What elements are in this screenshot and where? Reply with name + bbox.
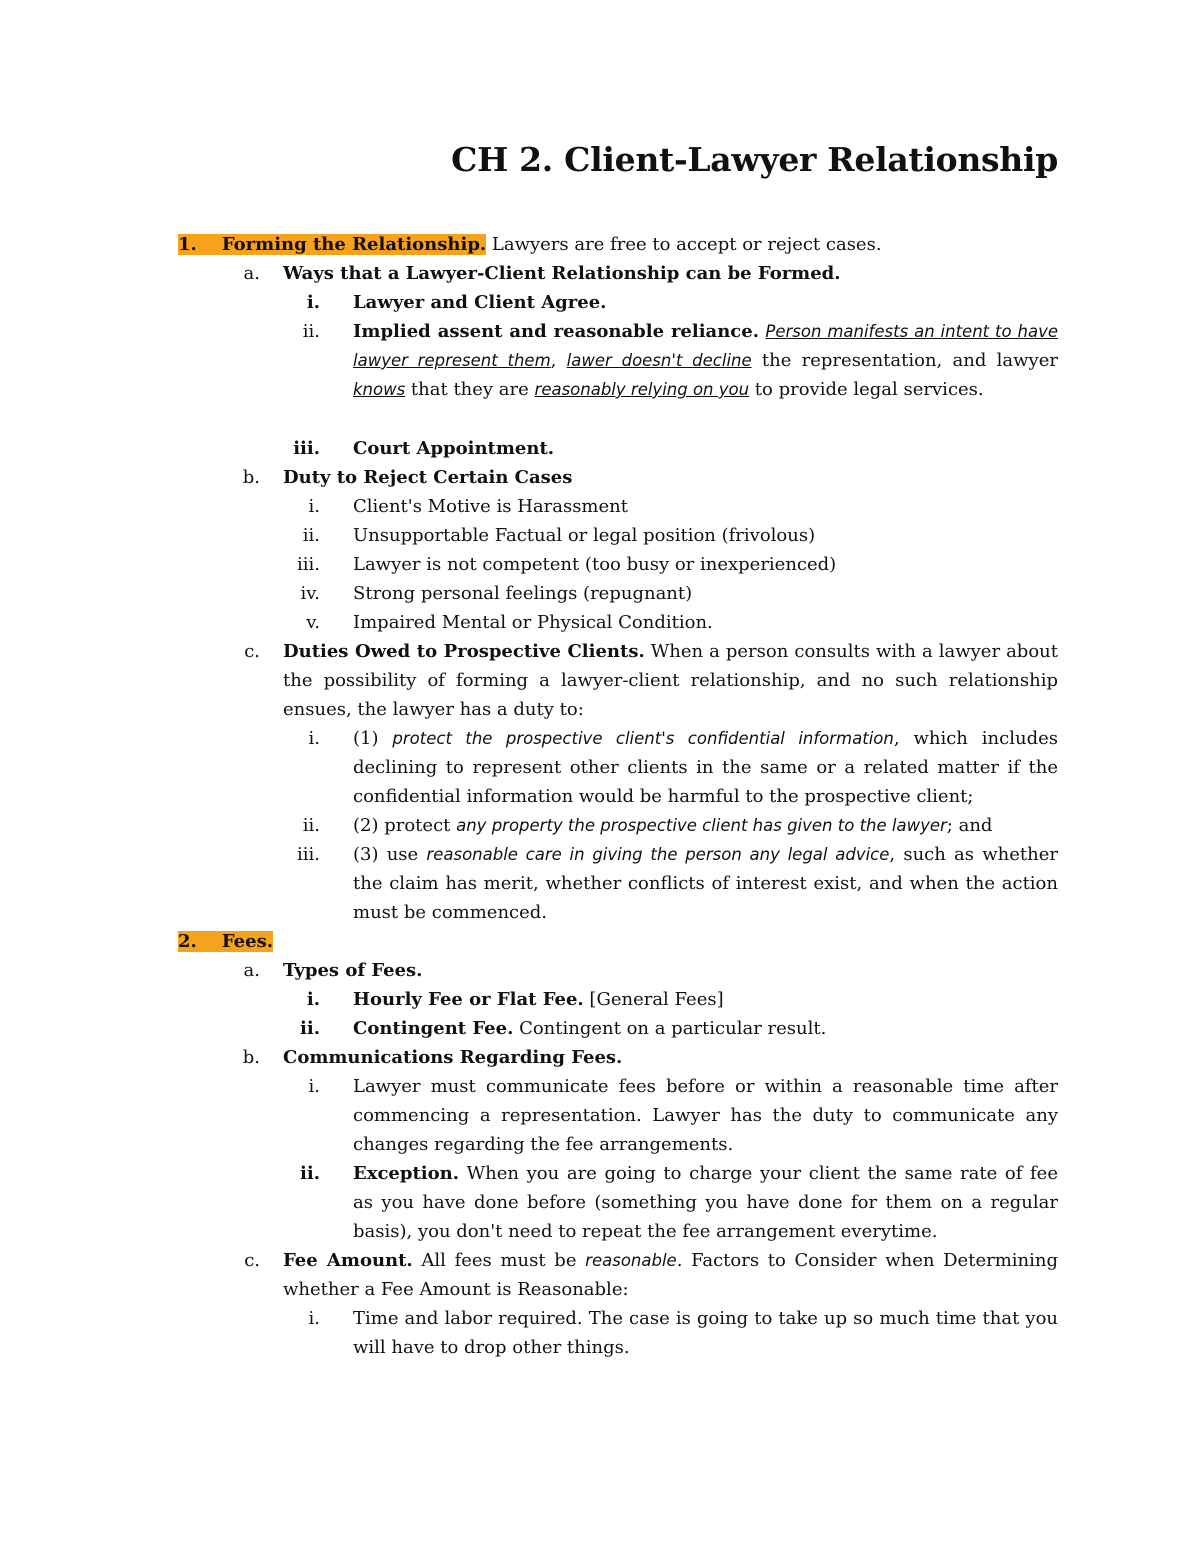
- item-1a-marker: a.: [243, 263, 260, 284]
- item-1c-i-marker: i.: [308, 728, 320, 749]
- item-1a-ii-text: Implied assent and reasonable reliance. Person manifests an intent to have lawyer represent them, lawer doesn't decline the representation, and lawyer knows that they are reasonably relying on you to provide legal services.: [353, 321, 1058, 400]
- item-1c-iii-marker: iii.: [297, 844, 320, 865]
- item-2b-i-marker: i.: [308, 1076, 320, 1097]
- item-2c-text: Fee Amount. All fees must be reasonable. Factors to Consider when Determining whether a Fee Amount is Reasonable:: [283, 1250, 1058, 1300]
- item-1c-iii-text: (3) use reasonable care in giving the person any legal advice, such as whether the claim has merit, whether conflicts of interest exist, and when the action must be commenced.: [353, 844, 1058, 923]
- item-2a-i-text: Hourly Fee or Flat Fee. [General Fees]: [353, 989, 724, 1010]
- section-1-number: 1.: [178, 234, 197, 255]
- item-2a-ii-text: Contingent Fee. Contingent on a particular result.: [353, 1018, 827, 1039]
- item-2b-ii-marker: ii.: [300, 1163, 320, 1184]
- item-1a-iii-marker: iii.: [293, 438, 320, 459]
- item-2a-heading: Types of Fees.: [283, 960, 423, 981]
- section-1-heading: [178, 230, 882, 259]
- item-1a-heading: Ways that a Lawyer-Client Relationship can be Formed.: [283, 263, 841, 284]
- item-1c-text: Duties Owed to Prospective Clients. When a person consults with a lawyer about the possibility of forming a lawyer-client relationship, and no such relationship ensues, the lawyer has a duty to:: [283, 641, 1058, 720]
- item-1b-marker: b.: [242, 467, 260, 488]
- section-1-text: Lawyers are free to accept or reject cases.: [486, 234, 882, 255]
- section-2-number: 2.: [178, 931, 197, 952]
- item-1c-ii-marker: ii.: [302, 815, 320, 836]
- section-1-title: Forming the Relationship.: [221, 234, 487, 255]
- item-1c-marker: c.: [244, 641, 260, 662]
- section-2-heading: [178, 927, 273, 956]
- item-2c-i-marker: i.: [308, 1308, 320, 1329]
- item-2a-ii-marker: ii.: [300, 1018, 320, 1039]
- item-1c-i-text: (1) protect the prospective client's confidential information, which includes declining to represent other clients in the same or a related matter if the confidential information would be harmful to the prospective client;: [353, 728, 1058, 807]
- item-1a-iii-heading: Court Appointment.: [353, 438, 555, 459]
- page-title: CH 2. Client-Lawyer Relationship: [451, 140, 1058, 179]
- item-1c-ii-text: (2) protect any property the prospective client has given to the lawyer; and: [353, 815, 993, 836]
- section-2-title: Fees.: [221, 931, 273, 952]
- item-2b-ii-text: Exception. When you are going to charge your client the same rate of fee as you have done before (something you have done for them on a regular basis), you don't need to repeat the fee arrangement everytime.: [353, 1163, 1058, 1242]
- item-2a-i-marker: i.: [306, 989, 320, 1010]
- item-1b-heading: Duty to Reject Certain Cases: [283, 467, 573, 488]
- item-1a-i-marker: i.: [306, 292, 320, 313]
- item-2b-i-text: Lawyer must communicate fees before or within a reasonable time after commencing a representation. Lawyer has the duty to communicate any changes regarding the fee arrangements.: [353, 1076, 1058, 1155]
- item-2b-heading: Communications Regarding Fees.: [283, 1047, 623, 1068]
- item-2a-marker: a.: [243, 960, 260, 981]
- item-2c-i-text: Time and labor required. The case is going to take up so much time that you will have to drop other things.: [353, 1308, 1058, 1358]
- item-1a-i-heading: Lawyer and Client Agree.: [353, 292, 607, 313]
- item-2c-marker: c.: [244, 1250, 260, 1271]
- item-2b-marker: b.: [242, 1047, 260, 1068]
- item-1a-ii-marker: ii.: [302, 321, 320, 342]
